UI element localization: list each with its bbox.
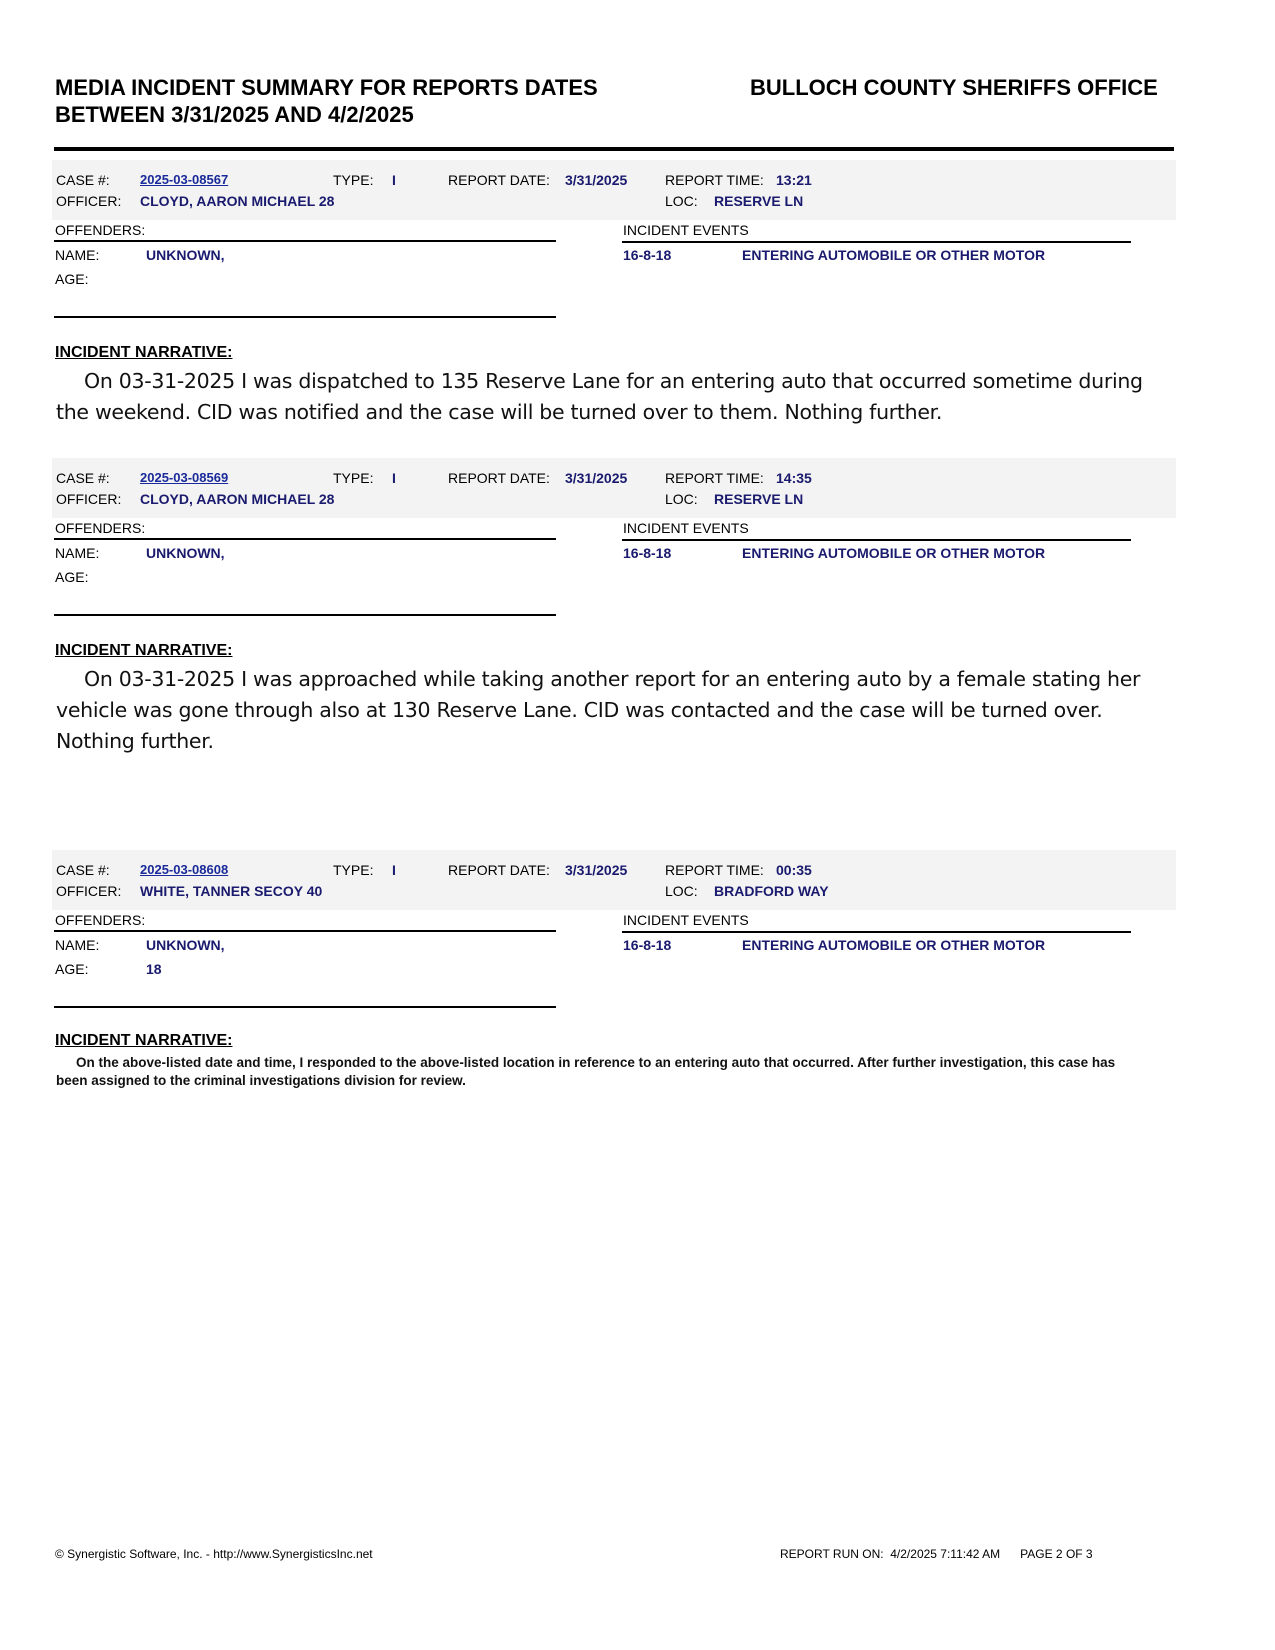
loc-value: RESERVE LN — [714, 491, 804, 507]
footer-copyright: © Synergistic Software, Inc. - http://www.SynergisticsInc.net — [55, 1547, 373, 1561]
incident-events-rule — [622, 241, 1131, 243]
incident-events-label: INCIDENT EVENTS — [623, 222, 749, 238]
officer-label: OFFICER: — [56, 883, 122, 899]
officer-label: OFFICER: — [56, 491, 122, 507]
report-date-value: 3/31/2025 — [565, 470, 628, 486]
offenders-bottom-rule — [54, 1006, 556, 1008]
officer-value: CLOYD, AARON MICHAEL 28 — [140, 193, 335, 209]
case-number-label: CASE #: — [56, 470, 110, 486]
case-header-band — [52, 160, 1176, 220]
agency-name: BULLOCH COUNTY SHERIFFS OFFICE — [750, 75, 1158, 100]
report-title — [55, 74, 695, 128]
incident-events-label: INCIDENT EVENTS — [623, 520, 749, 536]
type-label: TYPE: — [333, 470, 374, 486]
loc-label: LOC: — [665, 193, 698, 209]
case-number-link[interactable]: 2025-03-08567 — [140, 172, 229, 187]
event-code-value: 16-8-18 — [623, 937, 672, 953]
offenders-bottom-rule — [54, 316, 556, 318]
offender-name-value: UNKNOWN, — [146, 545, 225, 561]
event-code-value: 16-8-18 — [623, 247, 672, 263]
offenders-label: OFFENDERS: — [55, 520, 146, 536]
report-title-line1: MEDIA INCIDENT SUMMARY FOR REPORTS DATES — [55, 75, 598, 100]
case-number-label: CASE #: — [56, 172, 110, 188]
incident-events-rule — [622, 931, 1131, 933]
event-description-value: ENTERING AUTOMOBILE OR OTHER MOTOR — [742, 937, 1046, 953]
officer-value: WHITE, TANNER SECOY 40 — [140, 883, 323, 899]
type-label: TYPE: — [333, 172, 374, 188]
officer-label: OFFICER: — [56, 193, 122, 209]
report-time-value: 14:35 — [776, 470, 812, 486]
offenders-label: OFFENDERS: — [55, 912, 146, 928]
report-time-label: REPORT TIME: — [665, 470, 764, 486]
narrative-heading: INCIDENT NARRATIVE: — [55, 344, 233, 361]
case-header-band — [52, 458, 1176, 518]
incident-events-label: INCIDENT EVENTS — [623, 912, 749, 928]
loc-value: RESERVE LN — [714, 193, 804, 209]
type-label: TYPE: — [333, 862, 374, 878]
report-date-value: 3/31/2025 — [565, 172, 628, 188]
run-on-value: 4/2/2025 7:11:42 AM — [890, 1547, 1001, 1561]
narrative-heading: INCIDENT NARRATIVE: — [55, 1032, 233, 1049]
offenders-label: OFFENDERS: — [55, 222, 146, 238]
event-description-value: ENTERING AUTOMOBILE OR OTHER MOTOR — [742, 247, 1046, 263]
incident-events-rule — [622, 539, 1131, 541]
report-time-label: REPORT TIME: — [665, 862, 764, 878]
age-label: AGE: — [55, 271, 89, 287]
report-date-label: REPORT DATE: — [448, 470, 550, 486]
report-time-value: 00:35 — [776, 862, 812, 878]
narrative-text: On 03-31-2025 I was approached while taking another report for an entering auto by a female stating her vehicle was gone through also at 130 Reserve Lane. CID was contacted and the case will be turned over. Nothing further. — [56, 667, 1141, 753]
case-number-link[interactable]: 2025-03-08608 — [140, 862, 229, 877]
age-label: AGE: — [55, 569, 89, 585]
offenders-rule — [54, 538, 556, 540]
case-number-label: CASE #: — [56, 862, 110, 878]
event-code-value: 16-8-18 — [623, 545, 672, 561]
case-number-link[interactable]: 2025-03-08569 — [140, 470, 229, 485]
report-time-label: REPORT TIME: — [665, 172, 764, 188]
type-value: I — [392, 172, 396, 188]
name-label: NAME: — [55, 247, 100, 263]
narrative-heading: INCIDENT NARRATIVE: — [55, 642, 233, 659]
age-label: AGE: — [55, 961, 89, 977]
report-date-label: REPORT DATE: — [448, 862, 550, 878]
loc-label: LOC: — [665, 491, 698, 507]
offender-name-value: UNKNOWN, — [146, 247, 225, 263]
officer-value: CLOYD, AARON MICHAEL 28 — [140, 491, 335, 507]
offender-name-value: UNKNOWN, — [146, 937, 225, 953]
narrative-text: On 03-31-2025 I was dispatched to 135 Reserve Lane for an entering auto that occurred sometime during the weekend. CID was notified and the case will be turned over to them. Nothing further. — [56, 369, 1143, 424]
report-title-line2: BETWEEN 3/31/2025 AND 4/2/2025 — [55, 102, 414, 127]
page-number: PAGE 2 OF 3 — [1020, 1547, 1093, 1561]
offender-age-value: 18 — [146, 961, 162, 977]
offenders-rule — [54, 240, 556, 242]
run-on-label: REPORT RUN ON: — [780, 1547, 884, 1561]
report-date-value: 3/31/2025 — [565, 862, 628, 878]
loc-label: LOC: — [665, 883, 698, 899]
loc-value: BRADFORD WAY — [714, 883, 829, 899]
case-header-band — [52, 850, 1176, 910]
type-value: I — [392, 862, 396, 878]
report-date-label: REPORT DATE: — [448, 172, 550, 188]
offenders-rule — [54, 930, 556, 932]
footer-run-info — [780, 1547, 1093, 1561]
name-label: NAME: — [55, 937, 100, 953]
offenders-bottom-rule — [54, 614, 556, 616]
report-time-value: 13:21 — [776, 172, 812, 188]
narrative-text: On the above-listed date and time, I responded to the above-listed location in reference to an entering auto that occurred. After further investigation, this case has been assigned to the criminal investigations division for review. — [56, 1055, 1116, 1088]
name-label: NAME: — [55, 545, 100, 561]
header-divider — [54, 147, 1174, 151]
type-value: I — [392, 470, 396, 486]
event-description-value: ENTERING AUTOMOBILE OR OTHER MOTOR — [742, 545, 1046, 561]
